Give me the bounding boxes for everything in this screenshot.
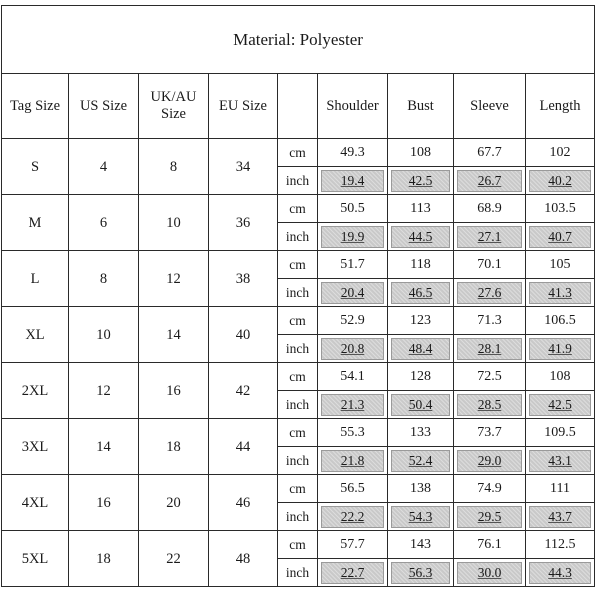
inch-length-cell: [526, 167, 595, 195]
unit-cm-label: cm: [278, 363, 318, 391]
table-row-cm: [2, 363, 595, 391]
unit-inch-label: inch: [278, 447, 318, 475]
cm-length-cell: 112.5: [526, 531, 595, 559]
inch-bust-value: 54.3: [391, 506, 450, 528]
inch-sleeve-value: 27.6: [457, 282, 522, 304]
cm-sleeve-cell: 67.7: [454, 139, 526, 167]
eu-size-cell: 48: [209, 531, 278, 587]
inch-length-cell: [526, 503, 595, 531]
unit-cm-label: cm: [278, 531, 318, 559]
cm-shoulder-cell: 52.9: [318, 307, 388, 335]
eu-size-cell: 44: [209, 419, 278, 475]
eu-size-cell: 46: [209, 475, 278, 531]
table-row-cm: [2, 531, 595, 559]
ukau-size-cell: 20: [139, 475, 209, 531]
header-ukau-size: [139, 74, 209, 139]
inch-length-value: 43.1: [529, 450, 591, 472]
eu-size-cell: 38: [209, 251, 278, 307]
us-size-cell: 4: [69, 139, 139, 195]
inch-shoulder-cell: [318, 167, 388, 195]
inch-length-value: 42.5: [529, 394, 591, 416]
tag-size-cell: XL: [2, 307, 69, 363]
size-chart: [1, 5, 594, 595]
cm-length-cell: 109.5: [526, 419, 595, 447]
table-row-cm: [2, 307, 595, 335]
eu-size-cell: 40: [209, 307, 278, 363]
inch-sleeve-cell: [454, 335, 526, 363]
inch-shoulder-value: 19.4: [321, 170, 384, 192]
us-size-cell: 16: [69, 475, 139, 531]
cm-shoulder-cell: 55.3: [318, 419, 388, 447]
inch-bust-value: 46.5: [391, 282, 450, 304]
eu-size-cell: 34: [209, 139, 278, 195]
unit-inch-label: inch: [278, 335, 318, 363]
size-table: [1, 5, 595, 587]
inch-length-cell: [526, 335, 595, 363]
cm-shoulder-cell: 49.3: [318, 139, 388, 167]
inch-bust-cell: [388, 503, 454, 531]
unit-inch-label: inch: [278, 223, 318, 251]
tag-size-cell: L: [2, 251, 69, 307]
header-unit: [278, 74, 318, 139]
unit-cm-label: cm: [278, 419, 318, 447]
inch-bust-value: 50.4: [391, 394, 450, 416]
inch-bust-cell: [388, 335, 454, 363]
cm-sleeve-cell: 76.1: [454, 531, 526, 559]
inch-sleeve-cell: [454, 391, 526, 419]
cm-bust-cell: 133: [388, 419, 454, 447]
unit-inch-label: inch: [278, 391, 318, 419]
inch-length-cell: [526, 391, 595, 419]
cm-shoulder-cell: 56.5: [318, 475, 388, 503]
inch-shoulder-cell: [318, 559, 388, 587]
inch-bust-cell: [388, 559, 454, 587]
cm-bust-cell: 118: [388, 251, 454, 279]
cm-length-cell: 111: [526, 475, 595, 503]
inch-length-cell: [526, 279, 595, 307]
tag-size-cell: M: [2, 195, 69, 251]
tag-size-cell: 4XL: [2, 475, 69, 531]
inch-shoulder-value: 20.8: [321, 338, 384, 360]
table-row-cm: [2, 139, 595, 167]
cm-sleeve-cell: 72.5: [454, 363, 526, 391]
eu-size-cell: 42: [209, 363, 278, 419]
header-ukau-line2: Size: [161, 106, 186, 122]
table-row-cm: [2, 251, 595, 279]
inch-sleeve-cell: [454, 279, 526, 307]
ukau-size-cell: 10: [139, 195, 209, 251]
inch-sleeve-value: 29.5: [457, 506, 522, 528]
cm-length-cell: 106.5: [526, 307, 595, 335]
inch-bust-cell: [388, 447, 454, 475]
cm-bust-cell: 143: [388, 531, 454, 559]
table-row-cm: [2, 475, 595, 503]
inch-shoulder-cell: [318, 391, 388, 419]
unit-inch-label: inch: [278, 279, 318, 307]
table-row-cm: [2, 419, 595, 447]
ukau-size-cell: 12: [139, 251, 209, 307]
ukau-size-cell: 22: [139, 531, 209, 587]
cm-bust-cell: 113: [388, 195, 454, 223]
inch-bust-value: 52.4: [391, 450, 450, 472]
inch-bust-cell: [388, 167, 454, 195]
inch-bust-cell: [388, 391, 454, 419]
us-size-cell: 10: [69, 307, 139, 363]
inch-bust-cell: [388, 223, 454, 251]
inch-sleeve-value: 28.1: [457, 338, 522, 360]
cm-length-cell: 108: [526, 363, 595, 391]
inch-length-value: 43.7: [529, 506, 591, 528]
us-size-cell: 6: [69, 195, 139, 251]
tag-size-cell: 5XL: [2, 531, 69, 587]
header-tag-size: Tag Size: [2, 74, 69, 139]
inch-shoulder-value: 21.3: [321, 394, 384, 416]
unit-cm-label: cm: [278, 251, 318, 279]
unit-inch-label: inch: [278, 559, 318, 587]
cm-bust-cell: 108: [388, 139, 454, 167]
tag-size-cell: 3XL: [2, 419, 69, 475]
inch-bust-value: 44.5: [391, 226, 450, 248]
inch-sleeve-value: 30.0: [457, 562, 522, 584]
unit-cm-label: cm: [278, 195, 318, 223]
header-bust: Bust: [388, 74, 454, 139]
cm-sleeve-cell: 70.1: [454, 251, 526, 279]
ukau-size-cell: 8: [139, 139, 209, 195]
inch-shoulder-value: 21.8: [321, 450, 384, 472]
inch-sleeve-cell: [454, 167, 526, 195]
us-size-cell: 12: [69, 363, 139, 419]
inch-bust-value: 42.5: [391, 170, 450, 192]
unit-cm-label: cm: [278, 475, 318, 503]
inch-shoulder-cell: [318, 279, 388, 307]
unit-inch-label: inch: [278, 167, 318, 195]
tag-size-cell: S: [2, 139, 69, 195]
inch-sleeve-cell: [454, 559, 526, 587]
inch-length-cell: [526, 447, 595, 475]
tag-size-cell: 2XL: [2, 363, 69, 419]
unit-cm-label: cm: [278, 307, 318, 335]
us-size-cell: 18: [69, 531, 139, 587]
table-title: Material: Polyester: [2, 6, 595, 74]
eu-size-cell: 36: [209, 195, 278, 251]
cm-bust-cell: 123: [388, 307, 454, 335]
us-size-cell: 14: [69, 419, 139, 475]
title-row: [2, 6, 595, 74]
header-ukau-line1: UK/AU: [150, 89, 197, 105]
table-row-cm: [2, 195, 595, 223]
cm-shoulder-cell: 57.7: [318, 531, 388, 559]
inch-shoulder-value: 20.4: [321, 282, 384, 304]
ukau-size-cell: 16: [139, 363, 209, 419]
inch-length-value: 40.2: [529, 170, 591, 192]
cm-bust-cell: 128: [388, 363, 454, 391]
inch-length-value: 44.3: [529, 562, 591, 584]
inch-length-value: 40.7: [529, 226, 591, 248]
cm-sleeve-cell: 74.9: [454, 475, 526, 503]
inch-bust-cell: [388, 279, 454, 307]
ukau-size-cell: 18: [139, 419, 209, 475]
inch-sleeve-cell: [454, 447, 526, 475]
cm-bust-cell: 138: [388, 475, 454, 503]
inch-shoulder-cell: [318, 335, 388, 363]
inch-sleeve-cell: [454, 503, 526, 531]
header-shoulder: Shoulder: [318, 74, 388, 139]
inch-length-value: 41.3: [529, 282, 591, 304]
cm-length-cell: 103.5: [526, 195, 595, 223]
cm-length-cell: 102: [526, 139, 595, 167]
header-eu-size: EU Size: [209, 74, 278, 139]
header-length: Length: [526, 74, 595, 139]
inch-shoulder-value: 19.9: [321, 226, 384, 248]
cm-sleeve-cell: 68.9: [454, 195, 526, 223]
inch-length-cell: [526, 559, 595, 587]
cm-sleeve-cell: 73.7: [454, 419, 526, 447]
header-us-size: US Size: [69, 74, 139, 139]
inch-shoulder-value: 22.7: [321, 562, 384, 584]
unit-inch-label: inch: [278, 503, 318, 531]
cm-shoulder-cell: 51.7: [318, 251, 388, 279]
inch-bust-value: 48.4: [391, 338, 450, 360]
unit-cm-label: cm: [278, 139, 318, 167]
cm-sleeve-cell: 71.3: [454, 307, 526, 335]
inch-length-cell: [526, 223, 595, 251]
header-sleeve: Sleeve: [454, 74, 526, 139]
cm-length-cell: 105: [526, 251, 595, 279]
inch-shoulder-cell: [318, 223, 388, 251]
inch-sleeve-value: 26.7: [457, 170, 522, 192]
ukau-size-cell: 14: [139, 307, 209, 363]
inch-sleeve-value: 28.5: [457, 394, 522, 416]
cm-shoulder-cell: 54.1: [318, 363, 388, 391]
inch-shoulder-value: 22.2: [321, 506, 384, 528]
inch-sleeve-value: 29.0: [457, 450, 522, 472]
header-row: [2, 74, 595, 139]
inch-bust-value: 56.3: [391, 562, 450, 584]
inch-shoulder-cell: [318, 447, 388, 475]
cm-shoulder-cell: 50.5: [318, 195, 388, 223]
inch-sleeve-cell: [454, 223, 526, 251]
inch-length-value: 41.9: [529, 338, 591, 360]
us-size-cell: 8: [69, 251, 139, 307]
inch-shoulder-cell: [318, 503, 388, 531]
inch-sleeve-value: 27.1: [457, 226, 522, 248]
